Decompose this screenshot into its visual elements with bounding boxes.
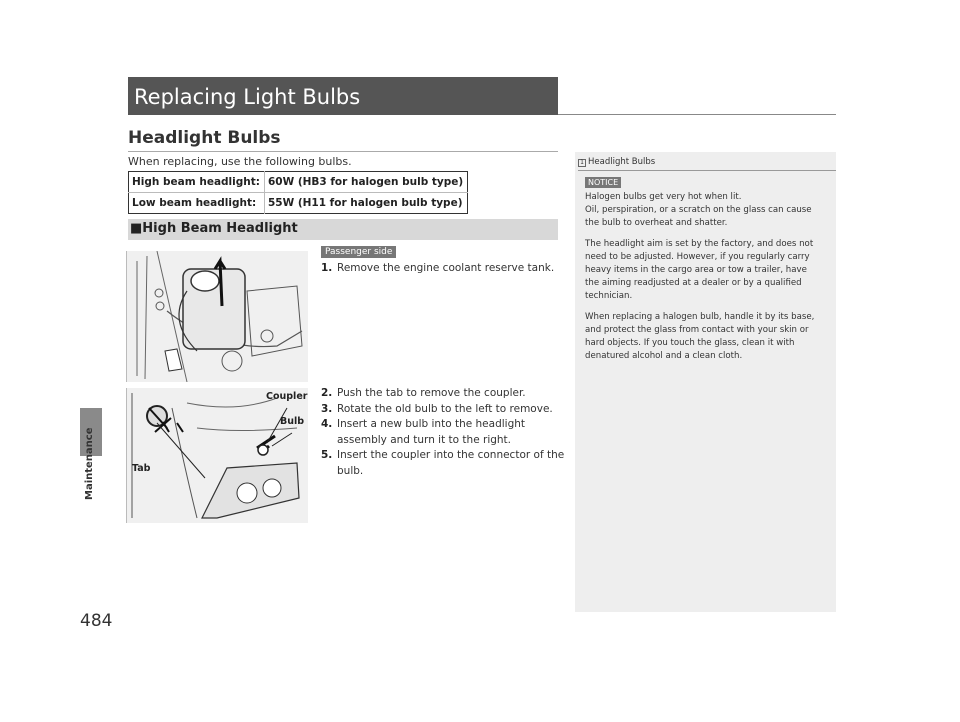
step-item	[321, 402, 564, 418]
page-title: Replacing Light Bulbs	[134, 85, 361, 109]
notice-badge: NOTICE	[585, 177, 621, 188]
spec-value: 60W (HB3 for halogen bulb type)	[264, 172, 467, 193]
step-number: 3.	[321, 402, 333, 415]
bulb-spec-table	[128, 171, 468, 214]
note-line: the aiming readjusted at a dealer or by a qualified	[585, 278, 802, 288]
sidebar-note-heading	[578, 157, 655, 167]
spec-value: 55W (H11 for halogen bulb type)	[267, 197, 463, 209]
tab-label: Tab	[132, 463, 151, 474]
step-item	[321, 448, 564, 464]
table-row	[129, 172, 468, 193]
sidebar-note-title: Headlight Bulbs	[588, 157, 656, 167]
notice-paragraph	[585, 191, 830, 230]
section-rule	[128, 151, 558, 152]
sidebar-note-body	[585, 191, 830, 371]
reference-icon: 1	[578, 159, 586, 167]
coupler-label: Coupler	[266, 391, 308, 402]
square-bullet-icon: ■	[130, 221, 143, 236]
step-text-continued: assembly and turn it to the right.	[337, 433, 512, 446]
note-line: Halogen bulbs get very hot when lit.	[585, 192, 742, 202]
note-line: the bulb to overheat and shatter.	[585, 218, 728, 228]
page-number: 484	[80, 611, 113, 631]
step-text: Push the tab to remove the coupler.	[337, 387, 526, 399]
spec-label: Low beam headlight:	[129, 193, 265, 214]
chapter-label: Maintenance	[84, 427, 95, 500]
step-number: 2.	[321, 387, 333, 399]
spec-label: High beam headlight:	[129, 172, 265, 193]
step-item	[321, 261, 554, 277]
header-rule	[558, 114, 836, 115]
aim-paragraph	[585, 238, 830, 303]
steps-group-1	[321, 261, 554, 277]
note-line: need to be adjusted. However, if you regularly carry	[585, 252, 810, 262]
step-text: Rotate the old bulb to the left to remove.	[337, 402, 553, 415]
step-item	[321, 386, 564, 402]
note-line: When replacing a halogen bulb, handle it by its base,	[585, 312, 815, 322]
sidebar-note-rule	[578, 170, 836, 171]
table-row	[129, 193, 468, 214]
passenger-side-badge: Passenger side	[321, 246, 396, 258]
note-line: The headlight aim is set by the factory, and does not	[585, 239, 814, 249]
subsection-title	[130, 221, 298, 236]
steps-group-2	[321, 386, 564, 479]
note-line: hard objects. If you touch the glass, clean it with	[585, 338, 795, 348]
step-text: Insert the coupler into the connector of the	[337, 449, 565, 461]
step-text-continued: bulb.	[337, 464, 364, 477]
step-number: 4.	[321, 418, 333, 430]
headlight-bulb-illustration	[126, 388, 308, 523]
note-line: denatured alcohol and a clean cloth.	[585, 351, 743, 361]
note-line: Oil, perspiration, or a scratch on the glass can cause	[585, 205, 812, 215]
step-item	[321, 417, 564, 433]
bulb-label: Bulb	[280, 416, 305, 427]
intro-text: When replacing, use the following bulbs.	[128, 155, 352, 168]
step-text: Remove the engine coolant reserve tank.	[337, 262, 555, 274]
section-title: Headlight Bulbs	[128, 128, 281, 148]
step-text: Insert a new bulb into the headlight	[337, 418, 526, 430]
note-line: heavy items in the cargo area or tow a trailer, have	[585, 265, 807, 275]
note-line: and protect the glass from contact with your skin or	[585, 325, 809, 335]
step-number: 1.	[321, 262, 333, 274]
step-number: 5.	[321, 449, 333, 461]
handling-paragraph	[585, 311, 830, 363]
coolant-tank-illustration	[126, 251, 308, 382]
note-line: technician.	[585, 291, 633, 301]
subsection-title-text: High Beam Headlight	[142, 221, 298, 236]
